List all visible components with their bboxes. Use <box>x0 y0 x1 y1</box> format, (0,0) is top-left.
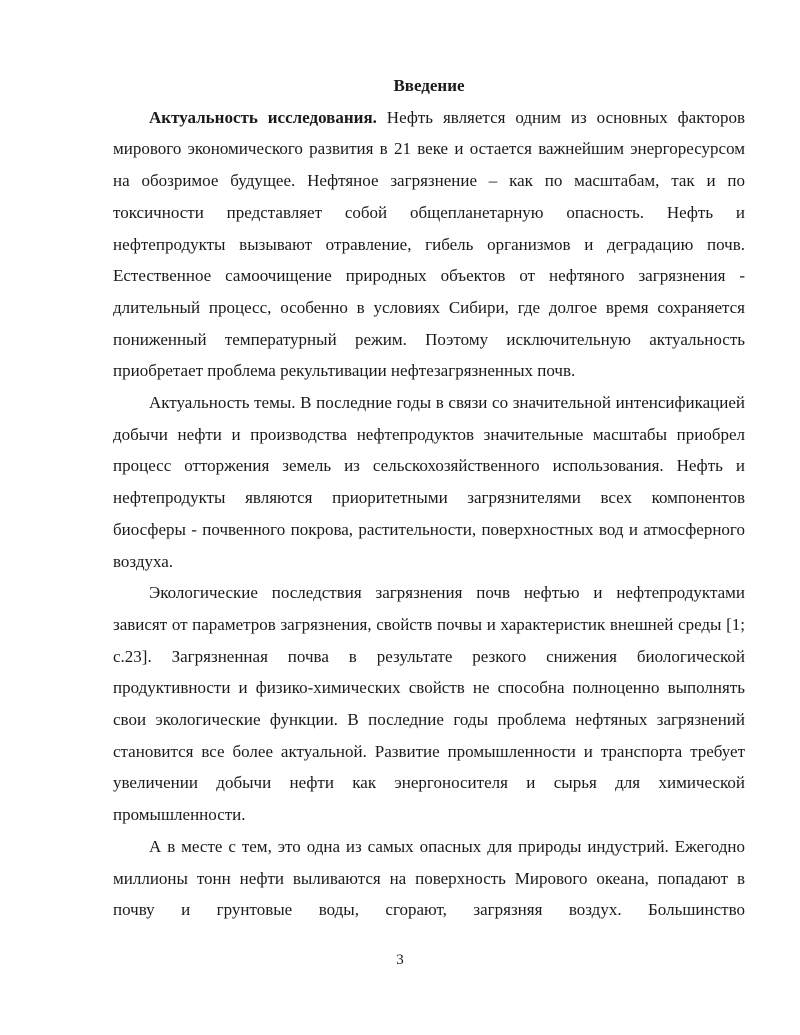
paragraph-relevance-topic <box>113 387 745 577</box>
paragraph-ecological-consequences <box>113 577 745 831</box>
page-number: 3 <box>396 952 404 968</box>
document-page <box>113 70 745 926</box>
paragraph-text: Нефть является одним из основных факторов мирового экономического развития в 21 веке и остается важнейшим энергоресурсом на обозримое будущее. Нефтяное загрязнение – как по масштабам, так и по токсичности представляет собой общепланетарную опасность. Нефть и нефтепродукты вызывают отравление, гибель организмов и деградацию почв. Естественное самоочищение природных объектов от нефтяного загрязнения - длительный процесс, особенно в условиях Сибири, где долгое время сохраняется пониженный температурный режим. Поэтому исключительную актуальность приобретает проблема рекультивации нефтезагрязненных почв. <box>113 107 745 381</box>
paragraph-text: Экологические последствия загрязнения почв нефтью и нефтепродуктами зависят от параметров загрязнения, свойств почвы и характеристик внешней среды [1; с.23]. Загрязненная почва в результате резкого снижения биологической продуктивности и физико-химических свойств не способна полноценно выполнять свои экологические функции. В последние годы проблема нефтяных загрязнений становится все более актуальной. Развитие промышленности и транспорта требует увеличении добычи нефти как энергоносителя и сырья для химической промышленности. <box>113 583 745 825</box>
document-title: Введение <box>393 76 465 95</box>
paragraph-industry-danger <box>113 831 745 926</box>
paragraph-relevance-research <box>113 102 745 387</box>
paragraph-text: А в месте с тем, это одна из самых опасных для природы индустрий. Ежегодно миллионы тонн нефти выливаются на поверхность Мирового океана, попадают в почву и грунтовые воды, сгорают, загрязняя воздух. Большинство <box>113 836 745 920</box>
paragraph-text: Актуальность темы. В последние годы в связи со значительной интенсификацией добычи нефти и производства нефтепродуктов значительные масштабы приобрел процесс отторжения земель из сельскохозяйственного использования. Нефть и нефтепродукты являются приоритетными загрязнителями всех компонентов биосферы - почвенного покрова, растительности, поверхностных вод и атмосферного воздуха. <box>113 393 745 571</box>
paragraph-lead: Актуальность исследования. <box>149 107 377 127</box>
